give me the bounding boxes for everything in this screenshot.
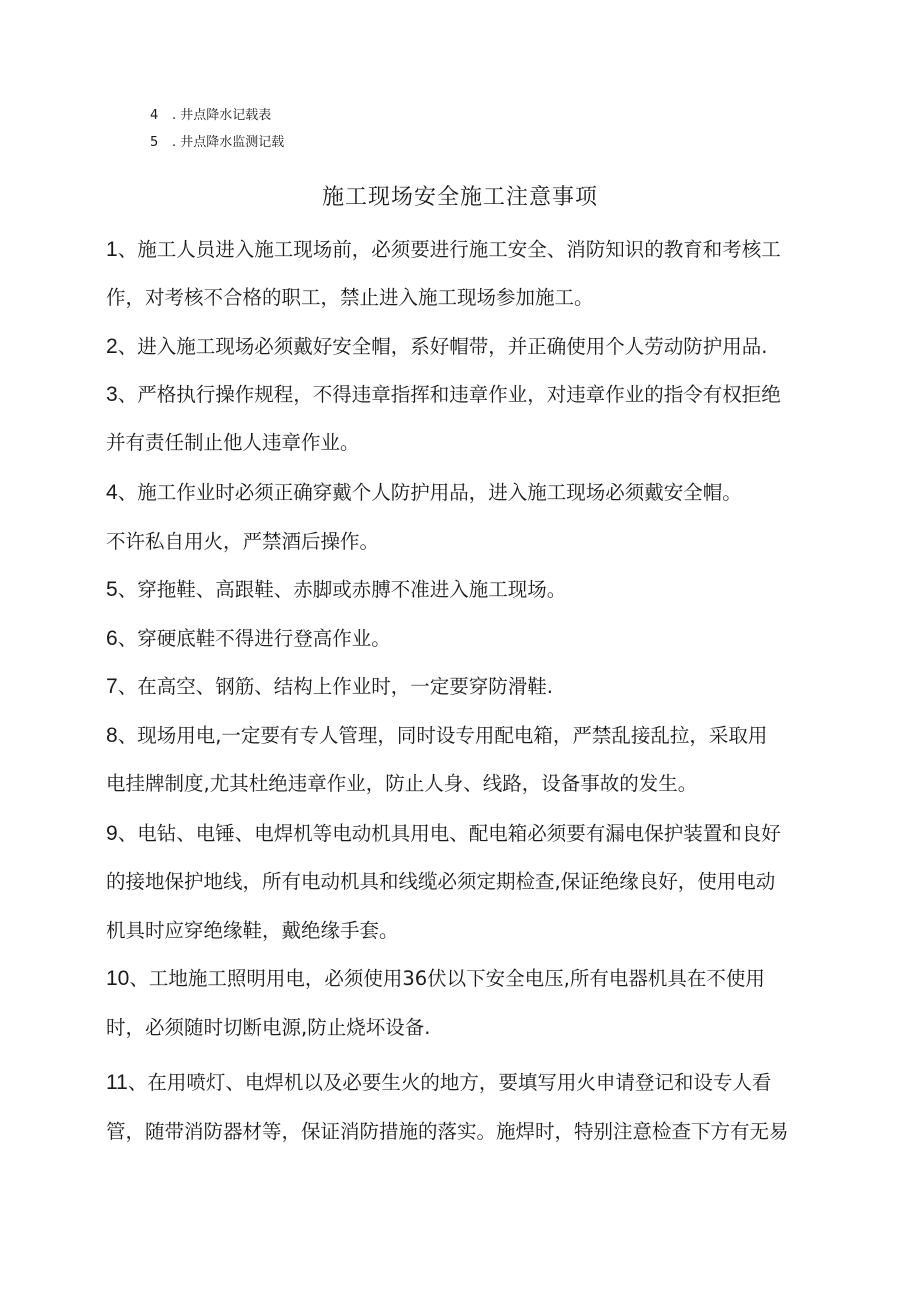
- list-item-number: 5: [150, 135, 159, 150]
- paragraph-line: [106, 478, 826, 508]
- paragraph-line: [106, 819, 826, 849]
- list-item-number: 4: [150, 108, 159, 123]
- paragraph-line: [106, 332, 826, 362]
- item-number: 2: [106, 335, 118, 358]
- paragraph-line: [106, 672, 826, 702]
- paragraph-line: [106, 235, 826, 265]
- line-text: 、穿硬底鞋不得进行登高作业。: [117, 627, 391, 650]
- item-number: 6: [106, 627, 118, 650]
- line-text: 、工地施工照明用电，必须使用36伏以下安全电压,所有电器机具在不使用: [129, 967, 765, 990]
- line-text: 、施工人员进入施工现场前，必须要进行施工安全、消防知识的教育和考核工: [117, 238, 781, 261]
- paragraph-line: [106, 624, 826, 654]
- paragraph-line: 作，对考核不合格的职工，禁止进入施工现场参加施工。: [106, 286, 594, 309]
- item-number: 1: [106, 238, 118, 261]
- list-item: [150, 134, 284, 152]
- list-item-text: . 井点降水记载表: [172, 108, 272, 123]
- line-text: 、现场用电,一定要有专人管理，同时设专用配电箱，严禁乱接乱拉，采取用: [117, 724, 768, 747]
- paragraph-line: 电挂牌制度,尤其杜绝违章作业，防止人身、线路，设备事故的发生。: [106, 772, 698, 795]
- paragraph-line: [106, 575, 826, 605]
- item-number: 10: [106, 967, 130, 990]
- item-number: 9: [106, 822, 118, 845]
- line-text: 、严格执行操作规程，不得违章指挥和违章作业，对违章作业的指令有权拒绝: [117, 383, 781, 406]
- paragraph-line: 并有责任制止他人违章作业。: [106, 431, 360, 454]
- paragraph-line: [106, 1068, 826, 1098]
- paragraph-line: 不许私自用火，严禁酒后操作。: [106, 530, 380, 553]
- line-text: 、电钻、电锤、电焊机等电动机具用电、配电箱必须要有漏电保护装置和良好: [117, 822, 781, 845]
- item-number: 7: [106, 675, 118, 698]
- paragraph-line: [106, 721, 826, 751]
- paragraph-line: 时，必须随时切断电源,防止烧坏设备.: [106, 1016, 431, 1039]
- paragraph-line: [106, 380, 826, 410]
- paragraph-line: [106, 964, 826, 994]
- paragraph-line: 管，随带消防器材等，保证消防措施的落实。施焊时，特别注意检查下方有无易: [106, 1120, 789, 1143]
- item-number: 5: [106, 578, 118, 601]
- line-text: 、穿拖鞋、高跟鞋、赤脚或赤膊不准进入施工现场。: [117, 578, 567, 601]
- line-text: 、施工作业时必须正确穿戴个人防护用品，进入施工现场必须戴安全帽。: [117, 481, 742, 504]
- item-number: 11: [106, 1071, 128, 1094]
- item-number: 3: [106, 383, 118, 406]
- line-text: 、进入施工现场必须戴好安全帽，系好帽带，并正确使用个人劳动防护用品.: [117, 335, 768, 358]
- paragraph-line: 机具时应穿绝缘鞋，戴绝缘手套。: [106, 919, 399, 942]
- list-item-text: . 井点降水监测记载: [172, 135, 285, 150]
- item-number: 4: [106, 481, 118, 504]
- page-title: 施工现场安全施工注意事项: [321, 185, 598, 210]
- line-text: 、在用喷灯、电焊机以及必要生火的地方，要填写用火申请登记和设专人看: [127, 1071, 772, 1094]
- paragraph-line: 的接地保护地线，所有电动机具和线缆必须定期检查,保证绝缘良好，使用电动: [106, 870, 776, 893]
- line-text: 、在高空、钢筋、结构上作业时，一定要穿防滑鞋.: [117, 675, 553, 698]
- item-number: 8: [106, 724, 118, 747]
- list-item: [150, 107, 271, 125]
